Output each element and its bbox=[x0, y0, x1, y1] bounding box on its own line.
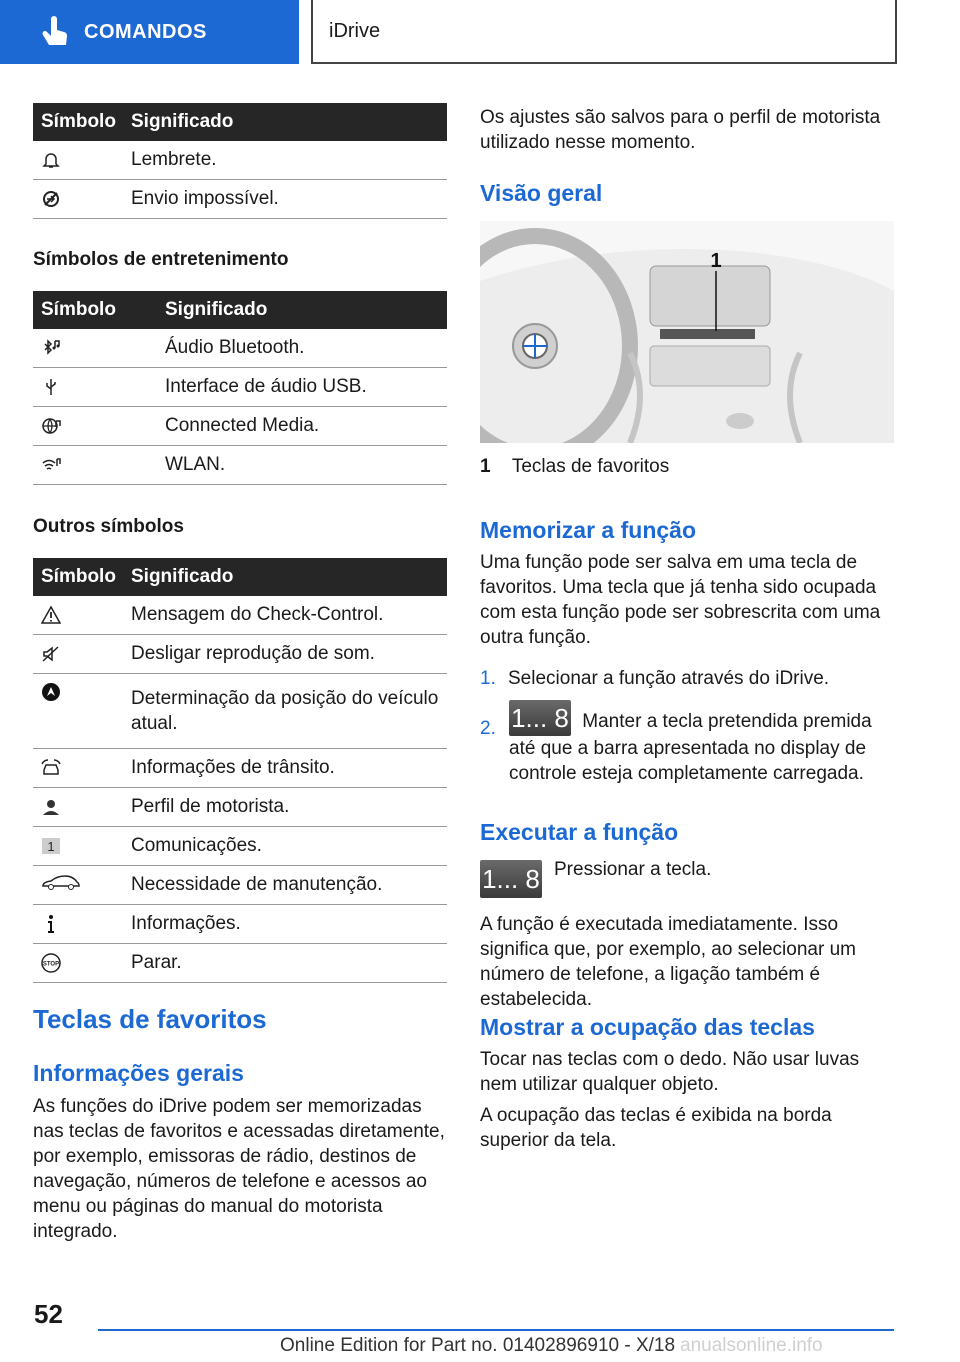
other-heading: Outros símbolos bbox=[33, 516, 184, 537]
symbols-table-messages bbox=[33, 103, 447, 219]
row-meaning: Áudio Bluetooth. bbox=[165, 329, 447, 368]
col-symbol: Símbolo bbox=[33, 291, 165, 329]
store-text bbox=[480, 550, 894, 650]
row-meaning: Interface de áudio USB. bbox=[165, 368, 447, 407]
connected-media-icon bbox=[41, 416, 61, 436]
usb-icon bbox=[41, 377, 61, 397]
table-row bbox=[33, 674, 447, 749]
step-text: Selecionar a função através do iDrive. bbox=[508, 668, 830, 689]
favorite-key-icon: 1... 8 bbox=[509, 700, 571, 736]
intro-text bbox=[480, 105, 894, 155]
communications-glyph: 1 bbox=[47, 839, 55, 854]
warning-triangle-icon bbox=[41, 605, 61, 625]
car-service-icon bbox=[41, 872, 81, 892]
info-icon bbox=[41, 914, 61, 934]
table-row bbox=[33, 180, 447, 219]
execute-step: Pressionar a tecla. bbox=[554, 859, 712, 880]
stop-glyph: STOP bbox=[42, 961, 60, 968]
row-meaning: WLAN. bbox=[165, 446, 447, 485]
row-meaning: Determinação da posição do veículo atual. bbox=[131, 674, 447, 749]
cockpit-illustration bbox=[480, 221, 894, 443]
execute-heading: Executar a função bbox=[480, 819, 679, 845]
table-row bbox=[33, 827, 447, 866]
row-meaning: Comunicações. bbox=[131, 827, 447, 866]
table-row bbox=[33, 788, 447, 827]
show-heading: Mostrar a ocupação das teclas bbox=[480, 1014, 815, 1040]
general-heading: Informações gerais bbox=[33, 1060, 244, 1086]
row-meaning: Lembrete. bbox=[131, 141, 447, 180]
col-meaning: Significado bbox=[165, 291, 447, 329]
callout-number: 1 bbox=[480, 456, 491, 477]
table-row bbox=[33, 596, 447, 635]
table-row bbox=[33, 368, 447, 407]
row-meaning: Desligar reprodução de som. bbox=[131, 635, 447, 674]
footer-edition: Online Edition for Part no. 01402896910 - X/18 bbox=[280, 1335, 676, 1356]
footer-rule bbox=[98, 1329, 894, 1331]
mute-icon bbox=[41, 644, 61, 664]
section-title: COMANDOS bbox=[84, 20, 207, 43]
entertainment-heading: Símbolos de entretenimento bbox=[33, 249, 289, 270]
chapter-title: iDrive bbox=[329, 19, 381, 42]
table-row bbox=[33, 329, 447, 368]
step-1 bbox=[480, 666, 894, 691]
position-icon bbox=[41, 682, 61, 702]
row-meaning: Mensagem do Check-Control. bbox=[131, 596, 447, 635]
row-meaning: Informações. bbox=[131, 905, 447, 944]
step-text: Manter a tecla pretendida premida até que a barra apresentada no display de controle esteja completamente carregada. bbox=[509, 711, 872, 784]
favorite-key-icon: 1... 8 bbox=[480, 860, 542, 898]
table-row bbox=[33, 635, 447, 674]
table-row bbox=[33, 866, 447, 905]
bell-icon bbox=[41, 150, 61, 170]
stop-icon bbox=[41, 953, 61, 973]
row-meaning: Perfil de motorista. bbox=[131, 788, 447, 827]
step-number: 2. bbox=[480, 718, 496, 739]
symbols-table-other bbox=[33, 558, 447, 983]
col-meaning: Significado bbox=[131, 103, 447, 141]
store-heading: Memorizar a função bbox=[480, 517, 696, 543]
send-blocked-icon bbox=[41, 189, 61, 209]
overview-heading: Visão geral bbox=[480, 180, 603, 206]
symbols-table-entertainment bbox=[33, 291, 447, 485]
favorites-title: Teclas de favoritos bbox=[33, 1004, 267, 1034]
step-number: 1. bbox=[480, 668, 496, 689]
illustration-callout: 1 bbox=[710, 250, 722, 272]
table-row bbox=[33, 141, 447, 180]
row-meaning: Necessidade de manutenção. bbox=[131, 866, 447, 905]
page-number: 52 bbox=[34, 1299, 63, 1329]
chapter-tab bbox=[311, 0, 897, 64]
general-paragraph: As funções do iDrive podem ser memorizadas nas teclas de favoritos e acessadas diretamente, por exemplo, emissoras de rádio, destinos de navegação, números de telefone e acessos ao menu ou páginas do manual do motorista integrado. bbox=[33, 1096, 445, 1242]
table-row bbox=[33, 905, 447, 944]
row-meaning: Parar. bbox=[131, 944, 447, 983]
show-paragraph-2: A ocupação das teclas é exibida na borda superior da tela. bbox=[480, 1105, 832, 1151]
row-meaning: Envio impossível. bbox=[131, 180, 447, 219]
general-text bbox=[33, 1094, 447, 1244]
table-row bbox=[33, 749, 447, 788]
execute-text bbox=[480, 912, 894, 1012]
table-row bbox=[33, 944, 447, 983]
footer-watermark: anualsonline.info bbox=[680, 1335, 823, 1356]
row-meaning: Informações de trânsito. bbox=[131, 749, 447, 788]
step-2 bbox=[480, 700, 894, 786]
driver-profile-icon bbox=[41, 797, 61, 817]
store-paragraph: Uma função pode ser salva em uma tecla de favoritos. Uma tecla que já tenha sido ocupada com esta função pode ser sobrescrita com uma outra função. bbox=[480, 552, 881, 648]
show-paragraph-1: Tocar nas teclas com o dedo. Não usar luvas nem utilizar qualquer objeto. bbox=[480, 1049, 860, 1095]
table-row bbox=[33, 446, 447, 485]
execute-paragraph: A função é executada imediatamente. Isso significa que, por exemplo, ao selecionar um número de telefone, a ligação também é estabelecida. bbox=[480, 914, 856, 1010]
callout-legend bbox=[480, 456, 669, 478]
col-symbol: Símbolo bbox=[33, 558, 131, 596]
callout-label: Teclas de favoritos bbox=[511, 456, 670, 477]
hand-pointer-icon bbox=[38, 15, 72, 49]
col-meaning: Significado bbox=[131, 558, 447, 596]
communications-icon bbox=[41, 836, 61, 856]
show-text bbox=[480, 1047, 894, 1153]
section-tab bbox=[0, 0, 299, 64]
table-row bbox=[33, 407, 447, 446]
bluetooth-audio-icon bbox=[41, 338, 61, 358]
traffic-icon bbox=[41, 758, 61, 778]
intro-paragraph: Os ajustes são salvos para o perfil de motorista utilizado nesse momento. bbox=[480, 107, 881, 153]
wlan-icon bbox=[41, 455, 61, 475]
row-meaning: Connected Media. bbox=[165, 407, 447, 446]
col-symbol: Símbolo bbox=[33, 103, 131, 141]
